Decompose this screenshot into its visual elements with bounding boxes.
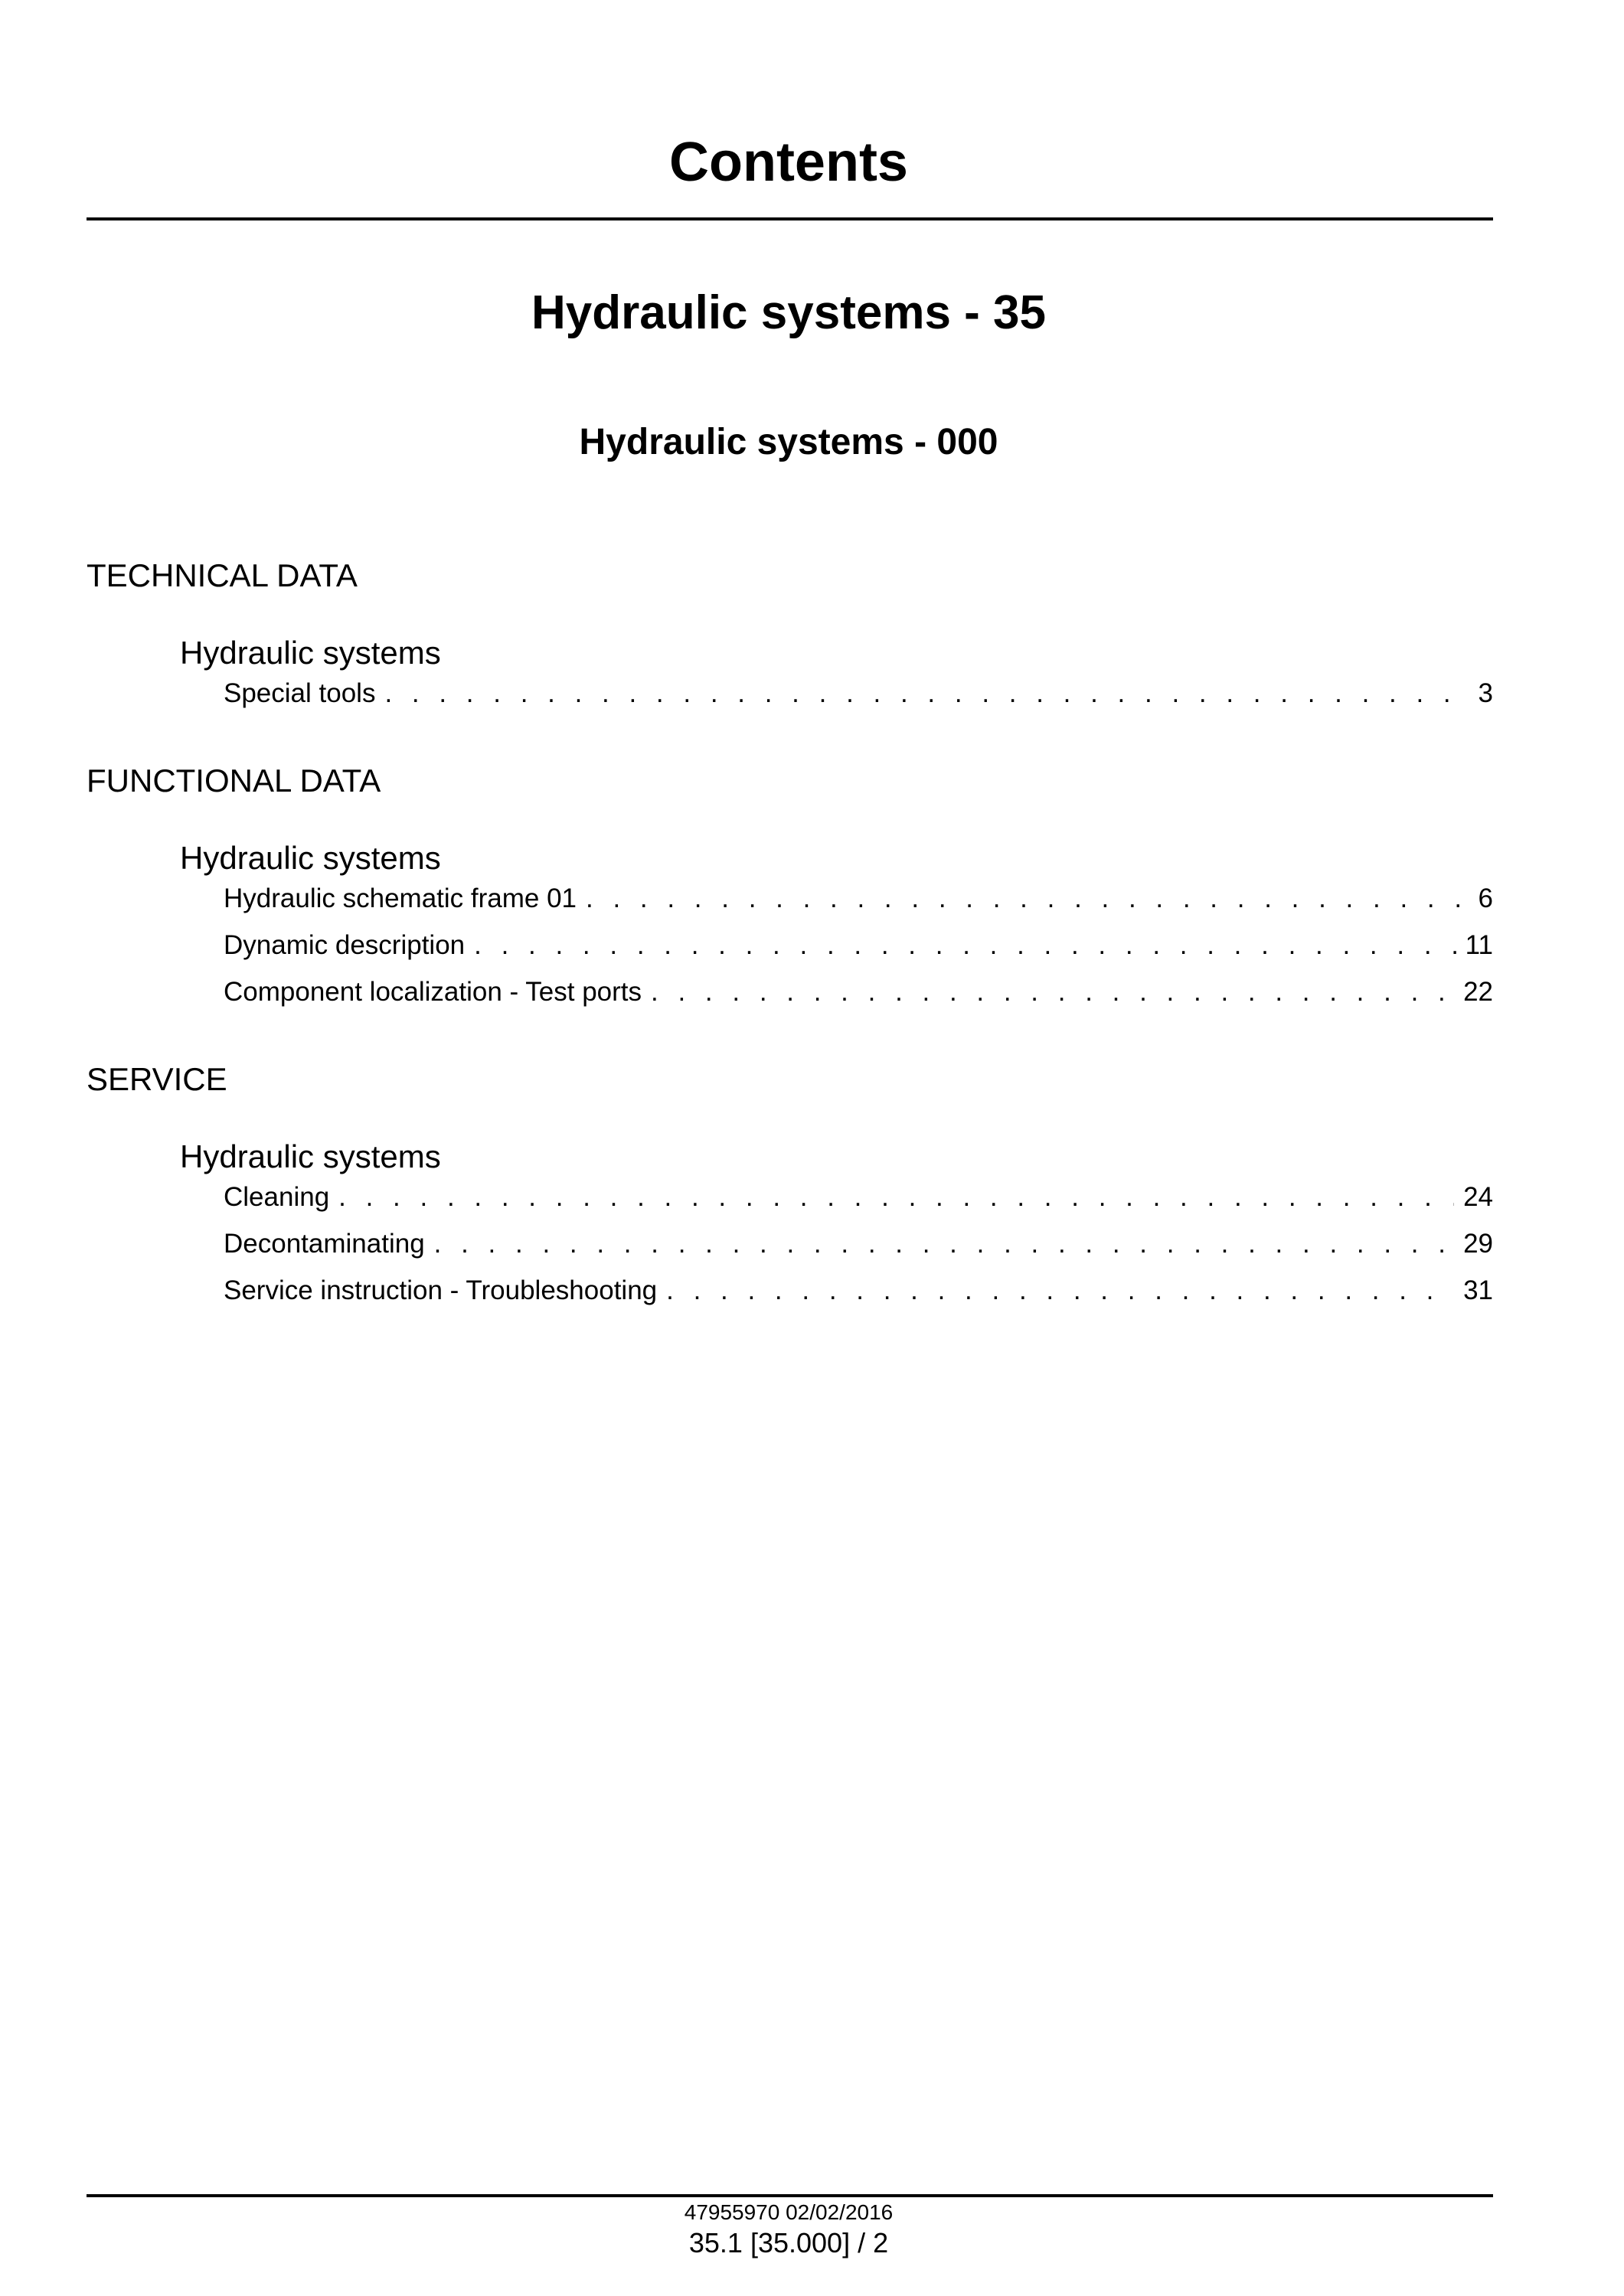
- toc-entry-label: Service instruction - Troubleshooting: [224, 1275, 658, 1305]
- toc-entry-label: Special tools: [224, 678, 376, 708]
- toc-entry-dynamic-description[interactable]: [224, 932, 1493, 959]
- toc-entry-label: Component localization - Test ports: [224, 977, 642, 1007]
- toc-entry-page: 31: [1463, 1275, 1493, 1305]
- page-title: Contents: [669, 132, 908, 193]
- toc-entry-page: 3: [1478, 678, 1493, 708]
- toc-dot-leader: [651, 978, 1454, 1005]
- toc-entry-page: 24: [1463, 1182, 1493, 1212]
- group-heading-service: SERVICE: [87, 1061, 227, 1097]
- group-heading-technical-data: TECHNICAL DATA: [87, 557, 358, 593]
- topic-heading: Hydraulic systems: [180, 1138, 441, 1174]
- group-heading-functional-data: FUNCTIONAL DATA: [87, 763, 381, 799]
- toc-entry-label: Decontaminating: [224, 1229, 425, 1259]
- footer-page-ref: 35.1 [35.000] / 2: [688, 2227, 889, 2258]
- toc-entry-page: 11: [1465, 930, 1493, 960]
- toc-entry-page: 22: [1463, 977, 1493, 1007]
- section-title: Hydraulic systems - 35: [531, 286, 1046, 339]
- subsection-title: Hydraulic systems - 000: [579, 422, 998, 462]
- toc-dot-leader: [384, 680, 1469, 707]
- topic-heading: Hydraulic systems: [180, 840, 441, 876]
- toc-entry-page: 29: [1463, 1229, 1493, 1259]
- toc-entry-page: 6: [1478, 883, 1493, 913]
- toc-dot-leader: [338, 1184, 1454, 1210]
- toc-entry-hydraulic-schematic[interactable]: [224, 885, 1493, 912]
- topic-heading: Hydraulic systems: [180, 635, 441, 671]
- toc-entry-label: Hydraulic schematic frame 01: [224, 883, 577, 913]
- toc-entry-troubleshooting[interactable]: [224, 1277, 1493, 1304]
- bottom-rule: [87, 2194, 1493, 2197]
- toc-dot-leader: [434, 1230, 1454, 1257]
- toc-entry-decontaminating[interactable]: [224, 1230, 1493, 1257]
- toc-entry-cleaning[interactable]: [224, 1184, 1493, 1210]
- toc-dot-leader: [586, 885, 1469, 912]
- toc-entry-label: Cleaning: [224, 1182, 330, 1212]
- toc-dot-leader: [474, 932, 1456, 959]
- footer-doc-ref: 47955970 02/02/2016: [684, 2200, 894, 2224]
- toc-entry-special-tools[interactable]: [224, 680, 1493, 707]
- toc-entry-component-localization[interactable]: [224, 978, 1493, 1005]
- toc-entry-label: Dynamic description: [224, 930, 466, 960]
- toc-dot-leader: [666, 1277, 1454, 1304]
- top-rule: [87, 217, 1493, 220]
